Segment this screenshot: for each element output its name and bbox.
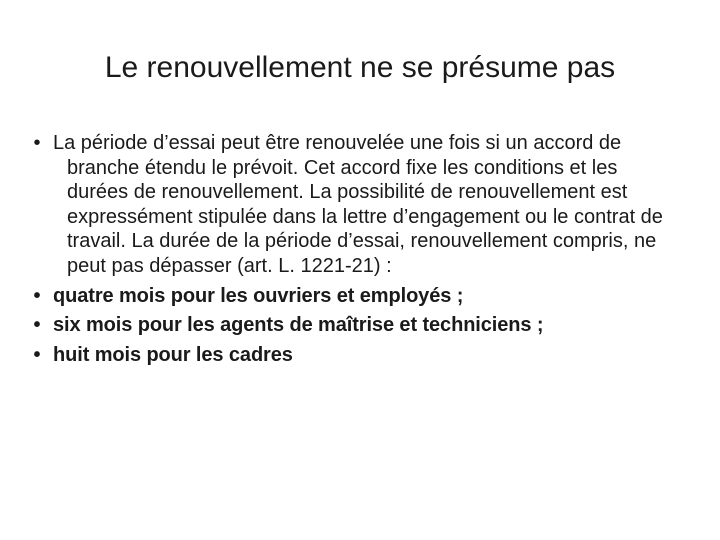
slide-title: Le renouvellement ne se présume pas bbox=[104, 51, 616, 84]
bullet-item-trial-renewal bbox=[0, 131, 720, 279]
bullet-item-ouvriers bbox=[0, 284, 720, 309]
bullet-text: huit mois pour les cadres bbox=[53, 343, 293, 366]
bullet-item-cadres bbox=[0, 343, 720, 368]
bullet-icon: • bbox=[33, 284, 41, 307]
bullet-text: quatre mois pour les ouvriers et employés ; bbox=[53, 284, 464, 307]
bullet-icon: • bbox=[33, 314, 41, 337]
bullet-icon: • bbox=[33, 132, 41, 154]
bullet-list bbox=[0, 131, 720, 367]
bullet-icon: • bbox=[33, 343, 41, 366]
bullet-text: La période d’essai peut être renouvelée une fois si un accord de branche étendu le prévoit. Cet accord fixe les conditions et les durées de renouvellement. La possibilité de renouvellement est expressément stipulée dans la lettre d’engagement ou le contrat de travail. La durée de la période d’essai, renouvellement compris, ne peut pas dépasser (art. L. 1221-21) : bbox=[53, 132, 663, 277]
bullet-text: six mois pour les agents de maîtrise et techniciens ; bbox=[53, 314, 544, 337]
bullet-item-maitrise bbox=[0, 313, 720, 338]
